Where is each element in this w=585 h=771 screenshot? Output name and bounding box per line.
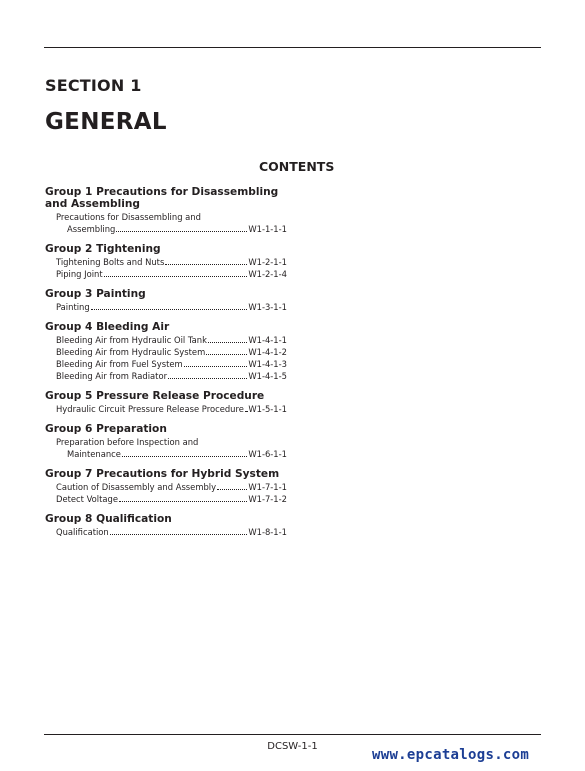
group-title[interactable]: Group 6 Preparation [45, 423, 167, 435]
group-title[interactable]: Group 1 Precautions for Disassembling and Assembling [45, 186, 279, 210]
entry-text-cont: Assembling [67, 224, 116, 234]
dot-leader [110, 526, 248, 535]
toc-entry[interactable] [45, 493, 287, 505]
entry-text: Qualification [56, 527, 109, 537]
page-ref: W1-2-1-4 [248, 269, 287, 279]
toc-entry[interactable] [45, 346, 287, 358]
toc-entry[interactable] [45, 403, 287, 415]
page-ref: W1-2-1-1 [248, 257, 287, 267]
entry-text: Detect Voltage [56, 494, 119, 504]
entry-text: Bleeding Air from Hydraulic System [56, 347, 206, 357]
entry-text: Tightening Bolts and Nuts [56, 257, 165, 267]
toc-entry[interactable] [45, 334, 287, 346]
toc-group-4 [45, 321, 287, 382]
group-title[interactable]: Group 5 Pressure Release Procedure [45, 390, 265, 402]
entry-text: Preparation before Inspection and [56, 437, 199, 447]
entry-text: Precautions for Disassembling and [56, 212, 201, 222]
toc-entry[interactable] [45, 526, 287, 538]
dot-leader [208, 334, 247, 343]
header-rule [44, 47, 541, 48]
entry-text: Painting [56, 302, 90, 312]
entry-text: Hydraulic Circuit Pressure Release Procedure [56, 404, 244, 414]
group-title[interactable]: Group 4 Bleeding Air [45, 321, 170, 333]
group-title[interactable]: Group 7 Precautions for Hybrid System [45, 468, 280, 480]
contents-heading: CONTENTS [259, 159, 335, 174]
group-title[interactable]: Group 2 Tightening [45, 243, 161, 255]
toc-group-8 [45, 513, 287, 538]
page-ref: W1-4-1-1 [248, 335, 287, 345]
footer-rule [44, 734, 541, 735]
page-ref: W1-6-1-1 [248, 449, 287, 459]
entry-text: Piping Joint [56, 269, 103, 279]
toc-entry[interactable] [45, 481, 287, 493]
entry-text: Bleeding Air from Radiator [56, 371, 168, 381]
dot-leader [104, 268, 248, 277]
toc-group-5 [45, 390, 287, 415]
dot-leader [119, 493, 247, 502]
toc-group-6 [45, 423, 287, 460]
group-title[interactable]: Group 3 Painting [45, 288, 146, 300]
page-ref: W1-3-1-1 [248, 302, 287, 312]
toc-group-3 [45, 288, 287, 313]
page-ref: W1-7-1-2 [248, 494, 287, 504]
dot-leader [165, 256, 247, 265]
toc-entry[interactable] [45, 256, 287, 268]
toc-group-2 [45, 243, 287, 280]
dot-leader [168, 370, 247, 379]
page-ref: W1-4-1-2 [248, 347, 287, 357]
entry-text-cont: Maintenance [67, 449, 121, 459]
page-ref: W1-1-1-1 [248, 224, 287, 234]
toc-entry[interactable] [45, 268, 287, 280]
toc-entry[interactable] [45, 301, 287, 313]
toc-entry[interactable] [45, 358, 287, 370]
page-ref: W1-7-1-1 [248, 482, 287, 492]
toc-group-1 [45, 186, 287, 235]
entry-text: Bleeding Air from Fuel System [56, 359, 183, 369]
dot-leader [206, 346, 247, 355]
toc-entry[interactable] [45, 370, 287, 382]
watermark: www.epcatalogs.com [372, 747, 530, 763]
dot-leader [245, 403, 247, 412]
toc-group-7 [45, 468, 287, 505]
dot-leader [184, 358, 248, 367]
page-code: DCSW-1-1 [267, 741, 318, 752]
page-ref: W1-4-1-3 [248, 359, 287, 369]
toc-entry[interactable] [45, 436, 287, 460]
dot-leader [91, 301, 248, 310]
section-label: SECTION 1 [45, 76, 142, 95]
page-ref: W1-4-1-5 [248, 371, 287, 381]
group-title[interactable]: Group 8 Qualification [45, 513, 172, 525]
page-ref: W1-5-1-1 [248, 404, 287, 414]
entry-text: Caution of Disassembly and Assembly [56, 482, 217, 492]
table-of-contents [45, 186, 287, 546]
dot-leader [217, 481, 247, 490]
dot-leader [122, 448, 247, 457]
page-title: GENERAL [45, 109, 167, 135]
entry-text: Bleeding Air from Hydraulic Oil Tank [56, 335, 207, 345]
toc-entry[interactable] [45, 211, 287, 235]
dot-leader [116, 223, 247, 232]
page-ref: W1-8-1-1 [248, 527, 287, 537]
